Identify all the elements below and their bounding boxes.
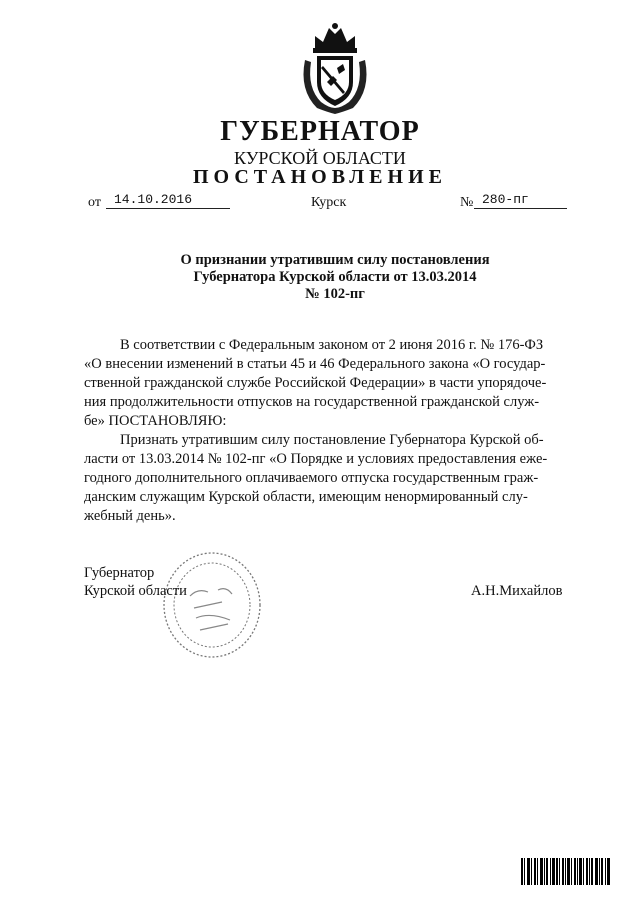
body-line: жебный день». — [84, 508, 176, 524]
body-line: бе» ПОСТАНОВЛЯЮ: — [84, 413, 227, 429]
signatory-position: Губернатор — [84, 565, 155, 581]
signatory-name: А.Н.Михайлов — [471, 583, 563, 599]
subject-line: № 102-пг — [305, 286, 365, 302]
number-underline — [474, 208, 567, 209]
document-type: ПОСТАНОВЛЕНИЕ — [193, 166, 447, 188]
body-line: ласти от 13.03.2014 № 102-пг «О Порядке и условиях предоставления еже- — [84, 451, 548, 467]
official-stamp-icon — [160, 548, 264, 662]
subject-line: Губернатора Курской области от 13.03.2014 — [193, 269, 477, 285]
document-date: 14.10.2016 — [114, 192, 193, 207]
document-title: ГУБЕРНАТОР — [220, 116, 420, 147]
body-line: ния продолжительности отпусков на государственной гражданской служ- — [84, 394, 540, 410]
region-name: КУРСКОЙ ОБЛАСТИ — [234, 148, 406, 168]
number-label: № — [460, 195, 474, 210]
body-line: годного дополнительного оплачиваемого отпуска государственным граж- — [84, 470, 539, 486]
body-line: В соответствии с Федеральным законом от 2 июня 2016 г. № 176-ФЗ — [120, 337, 544, 353]
document-subject — [0, 252, 640, 303]
body-line: данским служащим Курской области, имеющим ненормированный слу- — [84, 489, 528, 505]
date-underline — [106, 208, 230, 209]
kursk-coat-of-arms-icon — [297, 20, 373, 115]
subject-line: О признании утратившим силу постановления — [180, 252, 490, 268]
body-line: «О внесении изменений в статьи 45 и 46 Федерального закона «О государ- — [84, 356, 546, 372]
body-line: ственной гражданской службе Российской Федерации» в части упорядоче- — [84, 375, 547, 391]
date-label: от — [88, 195, 101, 210]
city-label: Курск — [311, 195, 347, 210]
barcode-icon — [521, 858, 611, 885]
signatory-region: Курской области — [84, 583, 187, 599]
document-number: 280-пг — [482, 192, 529, 207]
body-line: Признать утратившим силу постановление Губернатора Курской об- — [120, 432, 544, 448]
